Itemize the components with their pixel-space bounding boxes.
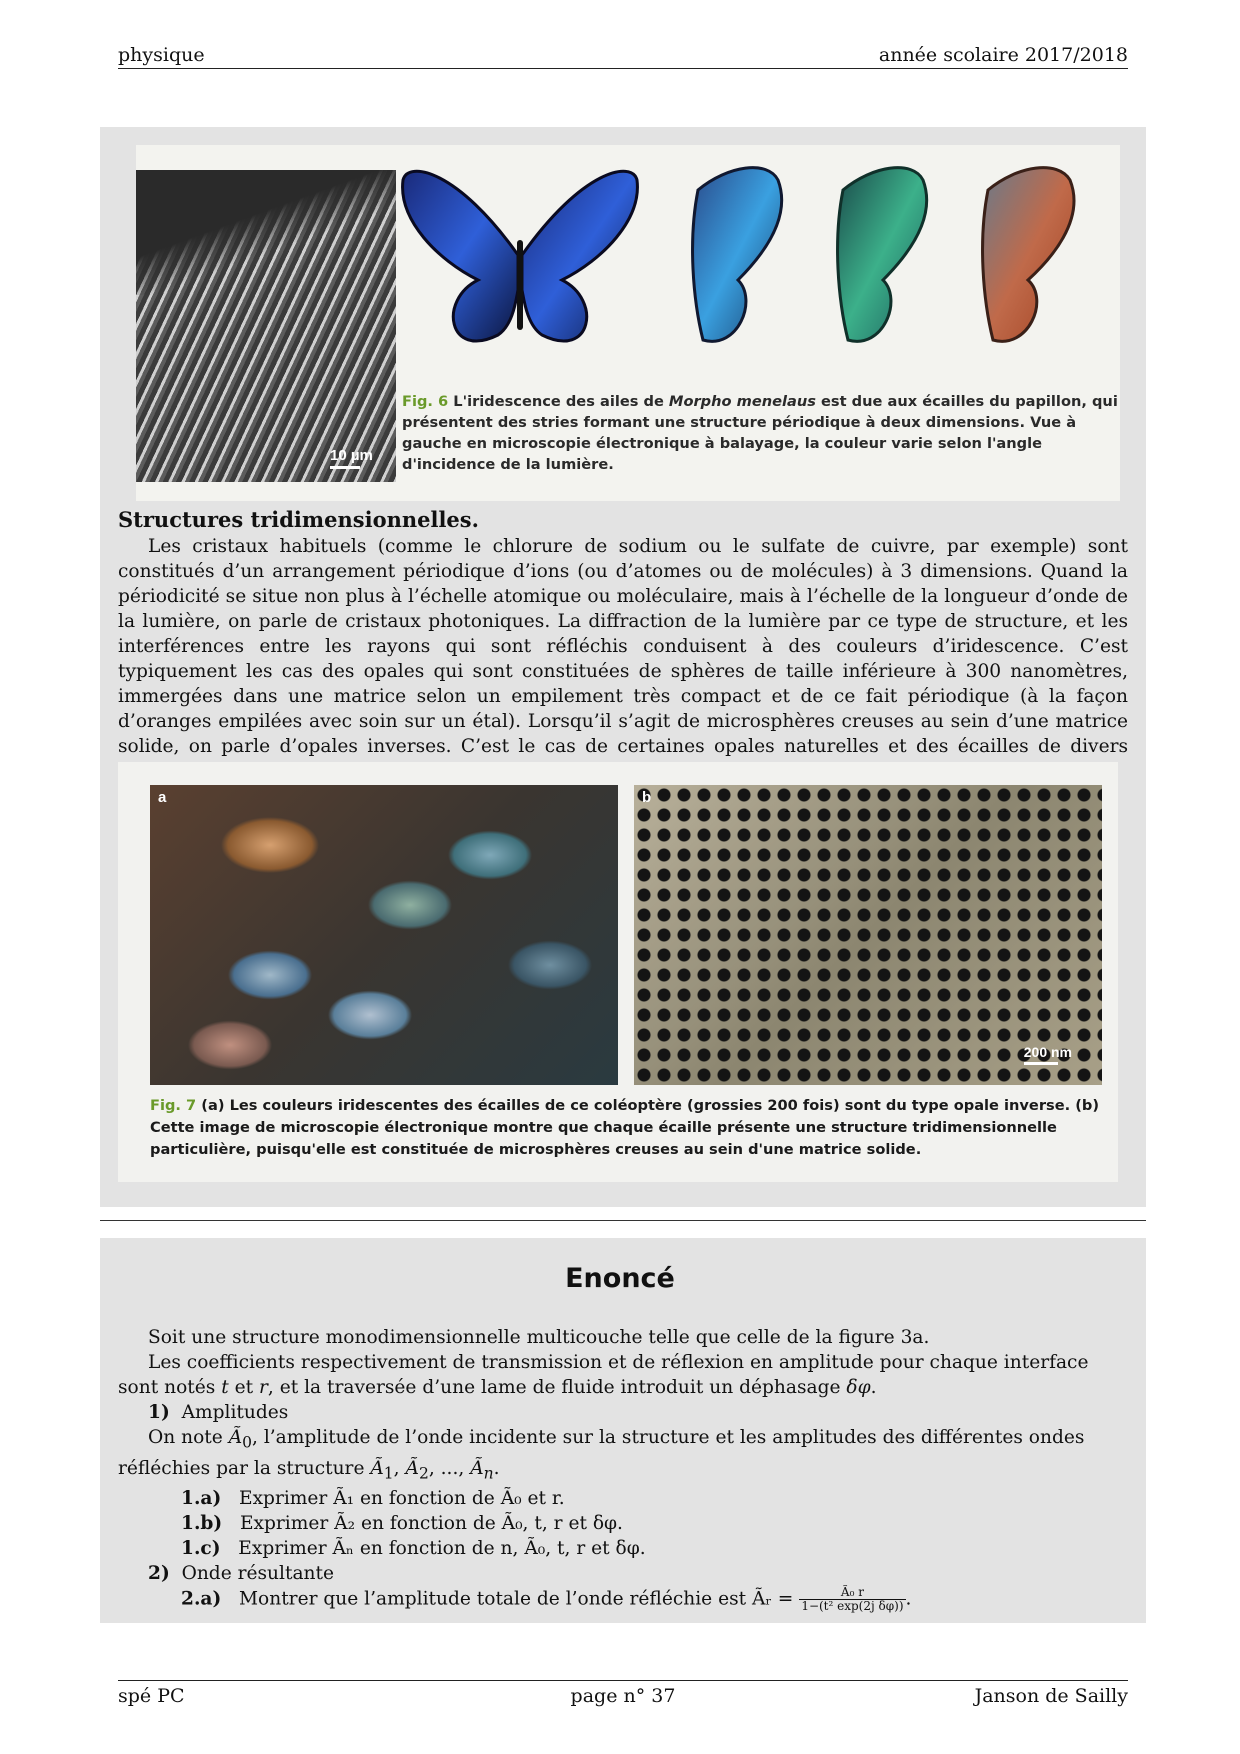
formula-numerator: Ã₀ r — [799, 1586, 905, 1600]
question-1: 1) Amplitudes — [148, 1402, 289, 1423]
enonce-body — [118, 1325, 1128, 1613]
fig7-panel-b-label: b — [642, 789, 652, 806]
fig7-photo-a — [150, 785, 618, 1085]
footer-page-number: page n° 37 — [570, 1685, 676, 1707]
enonce-intro-1: Soit une structure monodimensionnelle multicouche telle que celle de la figure 3a. — [148, 1327, 930, 1348]
formula-denominator: 1−(t² exp(2j δφ)) — [801, 1599, 904, 1614]
butterfly-red-half — [983, 168, 1074, 342]
header-subject: physique — [118, 44, 205, 66]
fig6-sem-image — [136, 170, 396, 482]
enonce-intro-2: Les coefficients respectivement de transmission et de réflexion en amplitude pour chaque interface sont notés t et r, et la traversée d’une lame de fluide introduit un déphasage δφ. — [118, 1352, 1089, 1398]
fig7-panel-a-label: a — [158, 789, 167, 806]
fig6-label: Fig. 6 — [402, 393, 449, 410]
fig7-label: Fig. 7 — [150, 1097, 197, 1114]
question-2: 2) Onde résultante — [148, 1563, 334, 1585]
fig7-scale-bar: 200 nm — [1024, 1044, 1072, 1065]
butterfly-blue-full — [403, 171, 638, 341]
fig6-caption: Fig. 6 L'iridescence des ailes de Morpho menelaus est due aux écailles du papillon, qui présentent des stries formant une structure périodique à deux dimensions. Vue à gauche en microscopie électronique à balayage, la couleur varie selon l'angle d'incidence de la lumière. — [402, 393, 1118, 473]
question-2a: 2.a) Montrer que l’amplitude totale de l’onde réfléchie est Ãᵣ = $\frac{\text{Ã₀ r}}{\text{1−(t² exp(2j δφ))}}$ . — [181, 1585, 912, 1614]
fig6-scale-bar: 10 µm — [330, 447, 373, 469]
fig7-photo-b — [634, 785, 1102, 1085]
section-paragraph: Les cristaux habituels (comme le chlorure de sodium ou le sulfate de cuivre, par exemple) sont constitués d’un arrangement périodique d’ions (ou d’atomes ou de molécules) à 3 dimensions. Quand la périodicité se situe non plus à l’échelle atomique ou moléculaire, mais à l’échelle de la longueur d’onde de la lumière, on parle de cristaux photoniques. La diffraction de la lumière par ce type de structure, et les interférences entre les rayons qui sont réfléchis conduisent à des couleurs d’iridescence. C’est typiquement les cas des opales qui sont constituées de sphères de taille inférieure à 300 nanomètres, immergées dans une matrice selon un empilement très compact et de ce fait périodique (à la façon d’oranges empilées avec soin sur un étal). Lorsqu’il s’agit de microsphères creuses au sein d’une matrice solide, on parle d’opales inverses. C’est le cas de certaines opales naturelles et des écailles de divers — [118, 536, 1128, 757]
page-header — [118, 40, 1128, 69]
question-1-text: On note $Ã_0$, l’amplitude de l’onde incidente sur la structure et les amplitudes des différentes ondes réfléchies par la structure $Ã_1$, $Ã_2$, ..., $Ã_n$. — [118, 1427, 1085, 1483]
question-1b: 1.b) Exprimer Ã₂ en fonction de Ã₀, t, r et δφ. — [181, 1513, 623, 1535]
enonce-title: Enoncé — [565, 1263, 675, 1294]
butterfly-cyan-half — [693, 168, 782, 342]
question-1c: 1.c) Exprimer Ãₙ en fonction de n, Ã₀, t, r et δφ. — [181, 1538, 646, 1560]
section-divider — [100, 1220, 1146, 1221]
header-year: année scolaire 2017/2018 — [878, 44, 1128, 66]
footer-school: Janson de Sailly — [974, 1685, 1128, 1707]
fig6-butterflies-image — [398, 160, 1120, 390]
fig7-caption: Fig. 7 (a) Les couleurs iridescentes des écailles de ce coléoptère (grossies 200 fois) sont du type opale inverse. (b) Cette image de microscopie électronique montre que chaque écaille présente une structure tridimensionnelle particulière, puisqu'elle est constituée de microsphères creuses au sein d'une matrice solide. — [150, 1097, 1100, 1158]
page-footer — [118, 1680, 1128, 1715]
butterfly-green-half — [838, 168, 927, 342]
section-title: Structures tridimensionnelles. — [118, 507, 479, 532]
question-1a: 1.a) Exprimer Ã₁ en fonction de Ã₀ et r. — [181, 1488, 565, 1510]
footer-class: spé PC — [118, 1685, 185, 1707]
